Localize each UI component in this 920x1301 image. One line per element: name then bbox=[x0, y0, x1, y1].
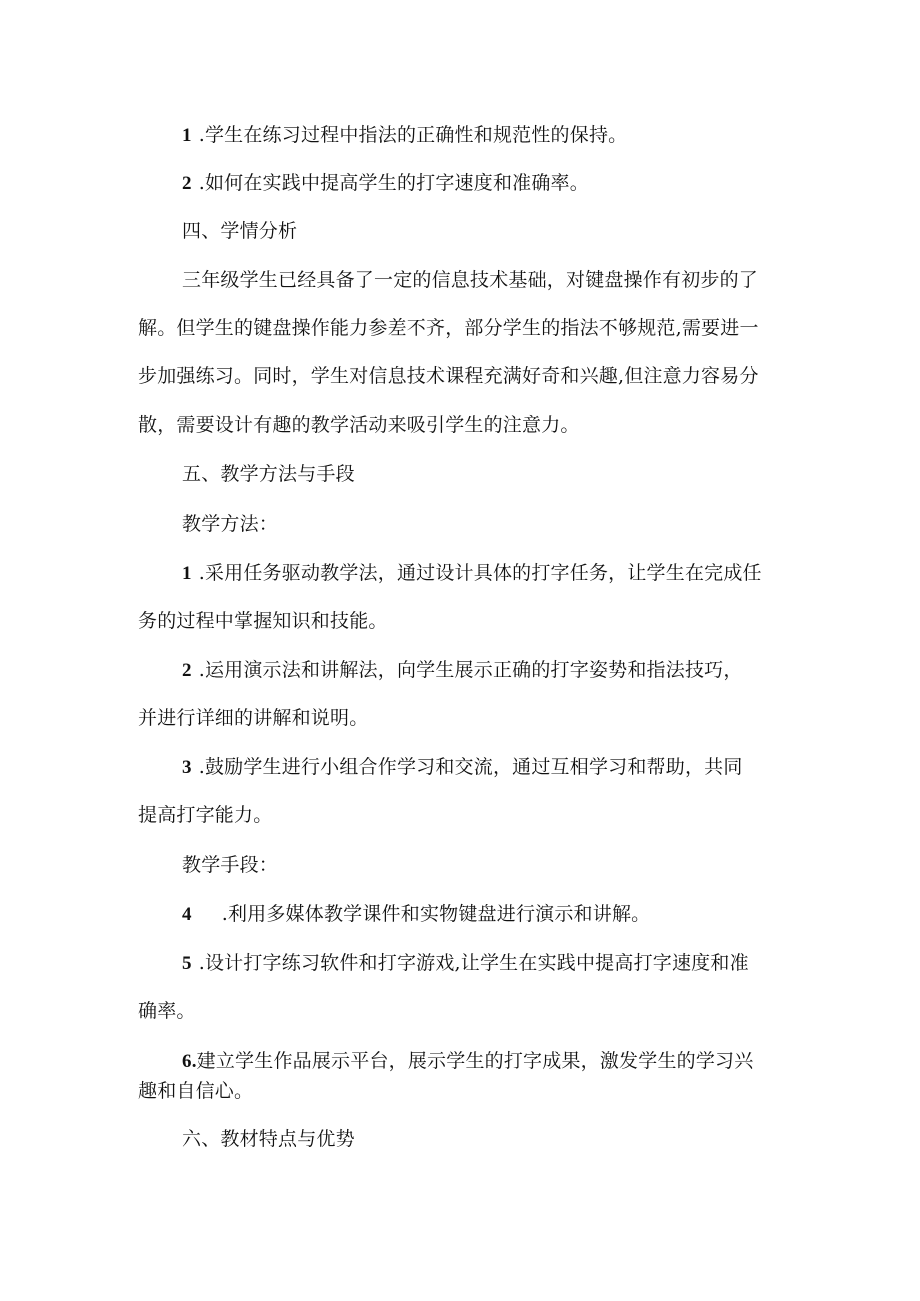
list-item-1 bbox=[182, 123, 627, 148]
list-text: .运用演示法和讲解法，向学生展示正确的打字姿势和指法技巧， bbox=[198, 659, 743, 681]
section-heading-6: 六、教材特点与优势 bbox=[182, 1128, 355, 1150]
list-item-3 bbox=[182, 755, 743, 780]
list-text: .鼓励学生进行小组合作学习和交流，通过互相学习和帮助，共同 bbox=[198, 756, 743, 778]
list-number: 4 bbox=[182, 904, 192, 925]
list-number: 2 bbox=[182, 173, 192, 194]
list-item-4 bbox=[182, 902, 650, 927]
list-item-2 bbox=[182, 658, 743, 683]
paragraph-line: 散，需要设计有趣的教学活动来吸引学生的注意力。 bbox=[138, 414, 580, 436]
list-item-2 bbox=[182, 171, 589, 196]
list-continuation: 确率。 bbox=[138, 1000, 196, 1022]
list-number: 1 bbox=[182, 125, 192, 146]
list-number: 5 bbox=[182, 953, 192, 974]
list-item-6 bbox=[182, 1049, 753, 1074]
list-text: 建立学生作品展示平台，展示学生的打字成果，激发学生的学习兴 bbox=[196, 1050, 754, 1072]
list-text: .设计打字练习软件和打字游戏,让学生在实践中提高打字速度和准 bbox=[198, 952, 749, 974]
list-number: 3 bbox=[182, 757, 192, 778]
list-item-1 bbox=[182, 561, 762, 586]
section-heading-5: 五、教学方法与手段 bbox=[182, 463, 355, 485]
list-number: 6. bbox=[182, 1051, 197, 1072]
list-number: 2 bbox=[182, 660, 192, 681]
list-text: .学生在练习过程中指法的正确性和规范性的保持。 bbox=[198, 124, 628, 146]
sub-heading-methods: 教学方法： bbox=[182, 513, 279, 535]
list-text: .采用任务驱动教学法，通过设计具体的打字任务，让学生在完成任 bbox=[198, 562, 762, 584]
list-continuation: 务的过程中掌握知识和技能。 bbox=[138, 610, 388, 632]
list-continuation: 提高打字能力。 bbox=[138, 804, 273, 826]
paragraph-line: 解。但学生的键盘操作能力参差不齐，部分学生的指法不够规范,需要进一 bbox=[138, 317, 759, 339]
list-text: .如何在实践中提高学生的打字速度和准确率。 bbox=[198, 172, 589, 194]
sub-heading-means: 教学手段： bbox=[182, 854, 279, 876]
list-continuation: 并进行详细的讲解和说明。 bbox=[138, 707, 369, 729]
list-item-5 bbox=[182, 951, 749, 976]
section-heading-4: 四、学情分析 bbox=[182, 220, 298, 242]
list-text: .利用多媒体教学课件和实物键盘进行演示和讲解。 bbox=[221, 903, 651, 925]
list-number: 1 bbox=[182, 563, 192, 584]
paragraph-line: 三年级学生已经具备了一定的信息技术基础，对键盘操作有初步的了 bbox=[182, 269, 759, 291]
list-continuation: 趣和自信心。 bbox=[138, 1080, 254, 1102]
paragraph-line: 步加强练习。同时，学生对信息技术课程充满好奇和兴趣,但注意力容易分 bbox=[138, 365, 759, 387]
